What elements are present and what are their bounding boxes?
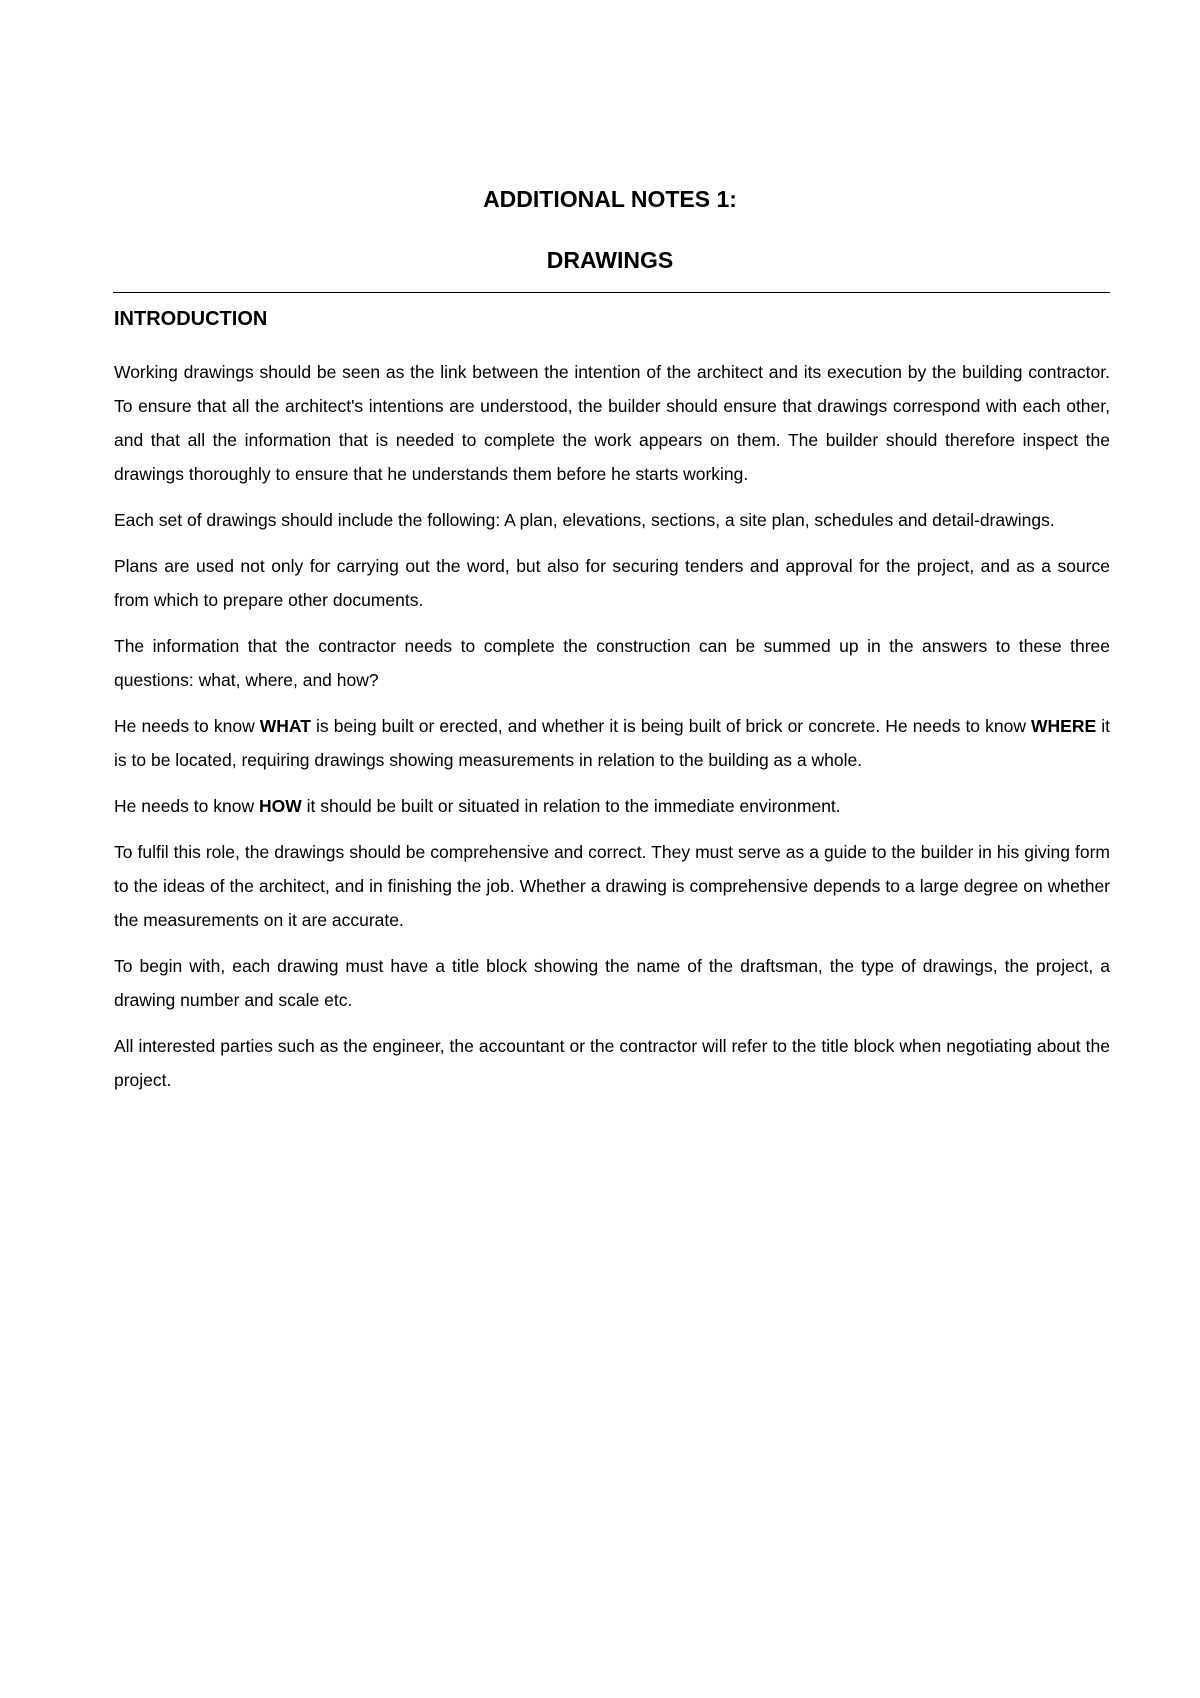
paragraph-9: All interested parties such as the engineer, the accountant or the contractor will refer to the title block when negotiating about the project. [114, 1036, 1110, 1090]
horizontal-divider [113, 292, 1110, 293]
paragraph-5 [114, 709, 1110, 777]
document-title: ADDITIONAL NOTES 1: [483, 186, 737, 212]
text-run: He needs to know [114, 796, 259, 816]
paragraph-1: Working drawings should be seen as the link between the intention of the architect and its execution by the building contractor. To ensure that all the architect's intentions are understood, the builder should ensure that drawings correspond with each other, and that all the information that is needed to complete the work appears on them. The builder should therefore inspect the drawings thoroughly to ensure that he understands them before he starts working. [114, 362, 1110, 484]
text-run: it is to be located, requiring drawings showing measurements in relation to the building as a whole. [114, 716, 1110, 770]
emphasis-what: WHAT [259, 716, 311, 736]
paragraph-2: Each set of drawings should include the following: A plan, elevations, sections, a site plan, schedules and detail-drawings. [114, 510, 1055, 530]
emphasis-how: HOW [258, 796, 302, 816]
paragraph-8: To begin with, each drawing must have a title block showing the name of the draftsman, the type of drawings, the project, a drawing number and scale etc. [114, 956, 1110, 1010]
text-run: He needs to know [114, 716, 260, 736]
paragraph-6 [114, 789, 1110, 823]
section-heading: INTRODUCTION [114, 308, 268, 330]
text-run: it should be built or situated in relation to the immediate environment. [301, 796, 841, 816]
text-run: is being built or erected, and whether it is being built of brick or concrete. He needs to know [310, 716, 1032, 736]
paragraph-3: Plans are used not only for carrying out the word, but also for securing tenders and approval for the project, and as a source from which to prepare other documents. [114, 556, 1110, 610]
paragraph-7: To fulfil this role, the drawings should be comprehensive and correct. They must serve as a guide to the builder in his giving form to the ideas of the architect, and in finishing the job. Whether a drawing is comprehensive depends to a large degree on whether the measurements on it are accurate. [114, 842, 1110, 930]
document-body [114, 355, 1110, 1109]
paragraph-4: The information that the contractor needs to complete the construction can be summed up in the answers to these three questions: what, where, and how? [114, 636, 1110, 690]
emphasis-where: WHERE [1031, 716, 1097, 736]
document-subtitle: DRAWINGS [546, 247, 674, 273]
